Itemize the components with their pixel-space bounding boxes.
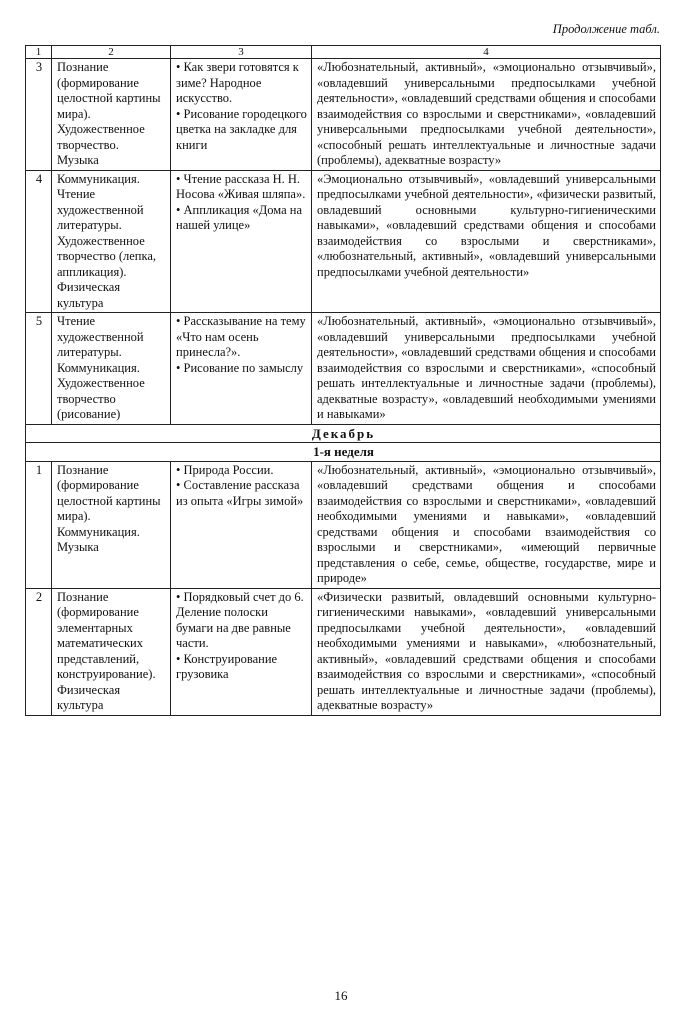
column-number: 3 bbox=[171, 46, 312, 59]
activities: • Как звери готовятся к зиме? Народное искусство. • Рисование городецкого цветка на закладке для книги bbox=[171, 59, 312, 171]
week-row bbox=[26, 443, 661, 462]
table-row bbox=[26, 461, 661, 588]
integrative-qualities: «Любознательный, активный», «эмоционально отзывчивый», «овладевший универсальными предпосылками учебной деятельности», «овладевший средствами общения и способами взаимодействия со взрослыми и сверстниками», «способный решать интеллектуальные и личностные задачи (проблемы), адекватные возрасту», «овладевший необходимыми умениями и навыками» bbox=[312, 313, 661, 425]
month-row bbox=[26, 424, 661, 443]
educational-areas: Познание (формирование целостной картины мира). Художественное творчество. Музыка bbox=[52, 59, 171, 171]
table-row bbox=[26, 59, 661, 171]
row-number: 2 bbox=[26, 588, 52, 715]
activities: • Чтение рассказа Н. Н. Носова «Живая шляпа». • Аппликация «Дома на нашей улице» bbox=[171, 170, 312, 313]
educational-areas: Коммуникация. Чтение художественной литературы. Художественное творчество (лепка, аппликация). Физическая культура bbox=[52, 170, 171, 313]
column-number: 2 bbox=[52, 46, 171, 59]
activities: • Порядковый счет до 6. Деление полоски бумаги на две равные части. • Конструирование грузовика bbox=[171, 588, 312, 715]
month-heading: Декабрь bbox=[26, 424, 661, 443]
column-number: 4 bbox=[312, 46, 661, 59]
table-row bbox=[26, 313, 661, 425]
row-number: 3 bbox=[26, 59, 52, 171]
table-row bbox=[26, 170, 661, 313]
integrative-qualities: «Любознательный, активный», «эмоционально отзывчивый», «овладевший средствами общения и способами взаимодействия со взрослыми и сверстниками», «овладевший необходимыми умениями и навыками», «овладевший средствами общения и способами взаимодействия со взрослыми и сверстниками», «имеющий первичные представления о себе, семье, обществе, государстве, мире и природе» bbox=[312, 461, 661, 588]
week-heading: 1-я неделя bbox=[26, 443, 661, 462]
continuation-note: Продолжение табл. bbox=[552, 22, 660, 36]
integrative-qualities: «Эмоционально отзывчивый», «овладевший универсальными предпосылками учебной деятельности», «физически развитый, овладевший основными культурно-гигиеническими навыками», «овладевший средствами общения и способами взаимодействия со взрослыми и сверстниками», «любознательный, активный», «овладевший универсальными предпосылками учебной деятельности» bbox=[312, 170, 661, 313]
educational-areas: Чтение художественной литературы. Коммуникация. Художественное творчество (рисование) bbox=[52, 313, 171, 425]
activities: • Природа России. • Составление рассказа из опыта «Игры зимой» bbox=[171, 461, 312, 588]
educational-areas: Познание (формирование элементарных математических представлений, конструирование). Физическая культура bbox=[52, 588, 171, 715]
program-table bbox=[25, 45, 661, 716]
column-number-row bbox=[26, 46, 661, 59]
row-number: 5 bbox=[26, 313, 52, 425]
table-row bbox=[26, 588, 661, 715]
integrative-qualities: «Физически развитый, овладевший основными культурно-гигиеническими навыками», «овладевший универсальными предпосылками учебной деятельности», «овладевший необходимыми умениями и навыками», «любознательный, активный», «овладевший средствами общения и способами взаимодействия со взрослыми и сверстниками», «способный решать интеллектуальные и личностные задачи (проблемы), адекватные возрасту» bbox=[312, 588, 661, 715]
activities: • Рассказывание на тему «Что нам осень принесла?». • Рисование по замыслу bbox=[171, 313, 312, 425]
integrative-qualities: «Любознательный, активный», «эмоционально отзывчивый», «овладевший универсальными предпосылками учебной деятельности», «овладевший средствами общения и способами взаимодействия со взрослыми и сверстниками», «овладевший универсальными предпосылками учебной деятельности», «способный решать интеллектуальные и личностные задачи (проблемы), адекватные возрасту» bbox=[312, 59, 661, 171]
row-number: 1 bbox=[26, 461, 52, 588]
column-number: 1 bbox=[26, 46, 52, 59]
page-number: 16 bbox=[334, 988, 348, 1003]
row-number: 4 bbox=[26, 170, 52, 313]
educational-areas: Познание (формирование целостной картины мира). Коммуникация. Музыка bbox=[52, 461, 171, 588]
